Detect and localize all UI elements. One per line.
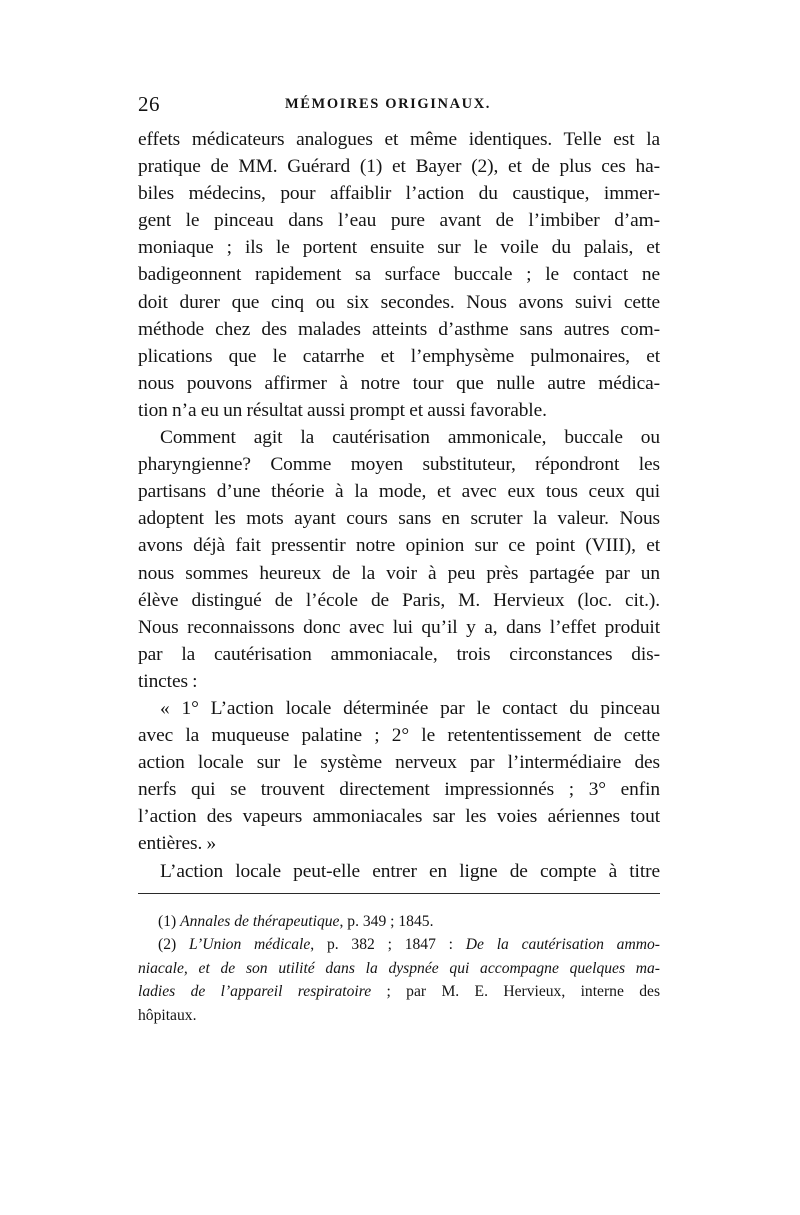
footnote-marker: (2): [158, 936, 177, 954]
text-line: adoptent les mots ayant cours sans en scruter la valeur. Nous: [138, 508, 660, 530]
text-line: plications que le catarrhe et l’emphysème pulmonaires, et: [138, 345, 660, 367]
text-line: moniaque ; ils le portent ensuite sur le voile du palais, et: [138, 237, 660, 259]
footnote-line: [138, 910, 660, 933]
text-line: avec la muqueuse palatine ; 2° le retententissement de cette: [138, 725, 660, 747]
text-line: effets médicateurs analogues et même identiques. Telle est la: [138, 129, 660, 150]
text-line: L’action locale peut-elle entrer en ligne de compte à titre: [160, 860, 660, 882]
footnote-line: [138, 980, 660, 1003]
text-line: tinctes :: [138, 670, 198, 692]
text-line: nous pouvons affirmer à notre tour que nulle autre médica-: [138, 372, 660, 394]
footnote-text: ladies de l’appareil respiratoire: [138, 983, 372, 1001]
footnote-title: Annales de thérapeutique: [180, 913, 340, 930]
footnote-2: [138, 933, 660, 1027]
document-page: [138, 92, 661, 1024]
text-line: action locale sur le système nerveux par l’intermédiaire des: [138, 752, 660, 774]
text-line: pratique de MM. Guérard (1) et Bayer (2), et de plus ces ha-: [138, 156, 660, 178]
text-line: Comment agit la cautérisation ammonicale, buccale ou: [160, 427, 660, 449]
paragraph-4: [138, 858, 660, 885]
text-line: badigeonnent rapidement sa surface buccale ; le contact ne: [138, 264, 660, 286]
footnote-text: , p. 349 ; 1845.: [339, 913, 434, 930]
footnote-text: niacale, et de son utilité dans la dyspnée qui accompagne quelques ma-: [138, 959, 660, 977]
text-line: biles médecins, pour affaiblir l’action du caustique, immer-: [138, 183, 660, 205]
body-text: [138, 126, 660, 885]
footnote-text: hôpitaux.: [138, 1006, 197, 1024]
text-line: doit durer que cinq ou six secondes. Nous avons suivi cette: [138, 291, 660, 313]
paragraph-2: [138, 424, 660, 695]
footnote-line: [138, 933, 660, 956]
text-line: nous sommes heureux de la voir à peu près partagée par un: [138, 562, 660, 584]
footnote-1: [138, 910, 660, 933]
footnote-line: [138, 1004, 660, 1027]
page-header: [138, 92, 660, 126]
footnote-text: , p. 382 ; 1847 :: [310, 936, 466, 954]
footnote-text: De la cautérisation ammo-: [465, 936, 660, 954]
text-line: tion n’a eu un résultat aussi prompt et aussi favorable.: [138, 399, 547, 421]
running-head: MÉMOIRES ORIGINAUX.: [285, 96, 492, 112]
text-line: pharyngienne? Comme moyen substituteur, répondront les: [138, 454, 660, 476]
text-line: nerfs qui se trouvent directement impressionnés ; 3° enfin: [138, 779, 660, 801]
footnote-rule: [138, 893, 660, 894]
text-line: l’action des vapeurs ammoniacales sar les voies aériennes tout: [138, 806, 660, 828]
page-number: 26: [138, 92, 160, 116]
text-line: élève distingué de l’école de Paris, M. Hervieux (loc. cit.).: [138, 589, 660, 611]
footnotes: [138, 910, 660, 1027]
paragraph-3-quote: [138, 695, 660, 858]
text-line: entières. »: [138, 833, 217, 855]
footnote-text: ; par M. E. Hervieux, interne des: [371, 983, 661, 1001]
text-line: partisans d’une théorie à la mode, et avec eux tous ceux qui: [138, 481, 660, 503]
text-line: Nous reconnaissons donc avec lui qu’il y a, dans l’effet produit: [138, 616, 660, 638]
footnote-title: L’Union médicale: [188, 936, 311, 954]
text-line: avons déjà fait pressentir notre opinion sur ce point (VIII), et: [138, 535, 660, 557]
footnote-marker: (1): [158, 913, 177, 930]
text-line: méthode chez des malades atteints d’asthme sans autres com-: [138, 318, 660, 340]
text-line: « 1° L’action locale déterminée par le contact du pinceau: [160, 697, 660, 719]
text-line: gent le pinceau dans l’eau pure avant de l’imbiber d’am-: [138, 210, 660, 232]
footnote-line: [138, 957, 660, 980]
text-line: par la cautérisation ammoniacale, trois circonstances dis-: [138, 643, 660, 665]
paragraph-1: [138, 126, 660, 424]
